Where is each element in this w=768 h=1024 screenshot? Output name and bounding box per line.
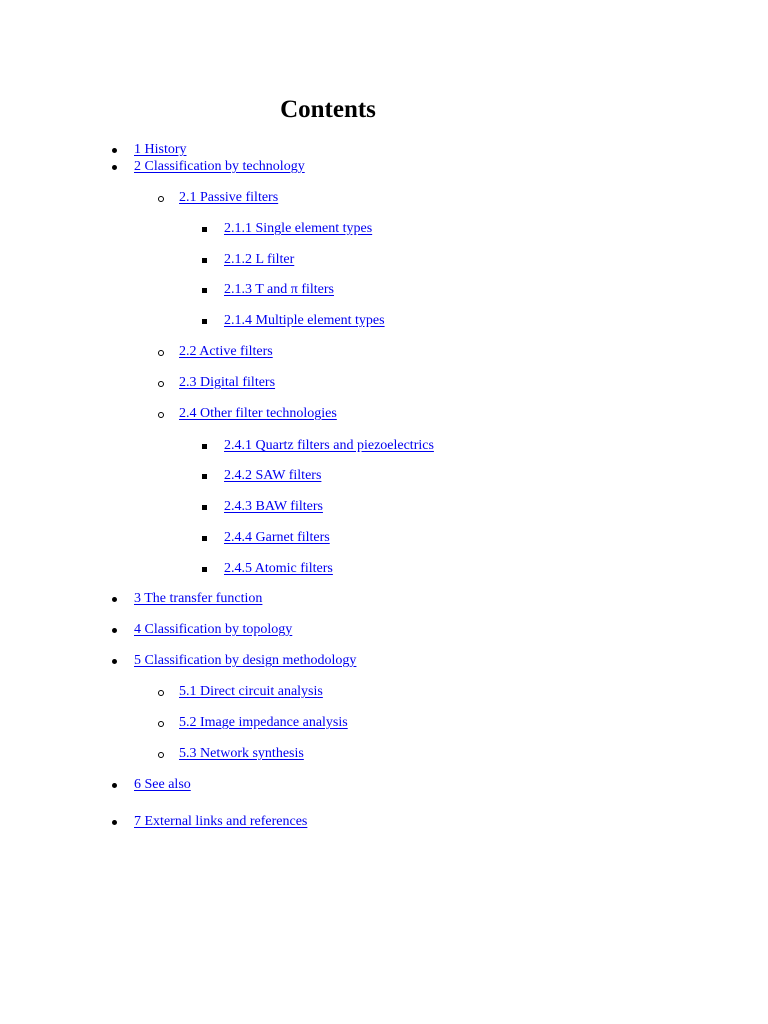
square-bullet-icon — [202, 258, 207, 263]
square-bullet-icon — [202, 288, 207, 293]
toc-link-atomic-filters[interactable]: 2.4.5 Atomic filters — [224, 561, 333, 576]
toc-item — [201, 560, 333, 578]
toc-link-direct-circuit-analysis[interactable]: 5.1 Direct circuit analysis — [179, 684, 323, 699]
toc-item — [110, 813, 307, 831]
toc-item — [201, 498, 323, 516]
toc-item — [201, 529, 330, 547]
disc-bullet-icon — [112, 165, 117, 170]
toc-item — [201, 312, 385, 330]
page-title: Contents — [280, 96, 376, 123]
square-bullet-icon — [202, 227, 207, 232]
toc-item — [110, 141, 187, 159]
toc-link-baw-filters[interactable]: 2.4.3 BAW filters — [224, 499, 323, 514]
toc-item — [157, 714, 348, 732]
toc-item — [157, 683, 323, 701]
toc-item — [157, 343, 273, 361]
circle-bullet-icon — [158, 350, 164, 356]
toc-item — [201, 251, 294, 269]
circle-bullet-icon — [158, 752, 164, 758]
toc-link-image-impedance-analysis[interactable]: 5.2 Image impedance analysis — [179, 715, 348, 730]
toc-link-single-element-types[interactable]: 2.1.1 Single element types — [224, 221, 373, 236]
toc-link-classification-by-technology[interactable]: 2 Classification by technology — [134, 159, 305, 174]
circle-bullet-icon — [158, 196, 164, 202]
toc-link-classification-by-design-methodology[interactable]: 5 Classification by design methodology — [134, 653, 357, 668]
toc-item — [201, 467, 321, 485]
circle-bullet-icon — [158, 721, 164, 727]
toc-item — [110, 776, 191, 794]
disc-bullet-icon — [112, 628, 117, 633]
toc-link-passive-filters[interactable]: 2.1 Passive filters — [179, 190, 279, 205]
toc-link-see-also[interactable]: 6 See also — [134, 777, 191, 792]
circle-bullet-icon — [158, 690, 164, 696]
toc-link-l-filter[interactable]: 2.1.2 L filter — [224, 252, 295, 267]
toc-link-t-and-pi-filters[interactable]: 2.1.3 T and π filters — [224, 282, 334, 297]
toc-item — [201, 220, 372, 238]
disc-bullet-icon — [112, 820, 117, 825]
toc-link-multiple-element-types[interactable]: 2.1.4 Multiple element types — [224, 313, 385, 328]
toc-item — [157, 405, 337, 423]
disc-bullet-icon — [112, 148, 117, 153]
toc-link-active-filters[interactable]: 2.2 Active filters — [179, 344, 273, 359]
toc-link-network-synthesis[interactable]: 5.3 Network synthesis — [179, 746, 304, 761]
circle-bullet-icon — [158, 412, 164, 418]
toc-link-transfer-function[interactable]: 3 The transfer function — [134, 591, 263, 606]
toc-link-history[interactable]: 1 History — [134, 142, 187, 157]
disc-bullet-icon — [112, 783, 117, 788]
toc-link-external-links-and-references[interactable]: 7 External links and references — [134, 814, 308, 829]
square-bullet-icon — [202, 567, 207, 572]
toc-link-saw-filters[interactable]: 2.4.2 SAW filters — [224, 468, 322, 483]
toc-item — [201, 437, 434, 455]
square-bullet-icon — [202, 505, 207, 510]
square-bullet-icon — [202, 444, 207, 449]
toc-item — [157, 374, 275, 392]
toc-item — [157, 745, 304, 763]
toc-item — [157, 189, 278, 207]
toc-item — [110, 590, 262, 608]
circle-bullet-icon — [158, 381, 164, 387]
square-bullet-icon — [202, 319, 207, 324]
toc-item — [110, 621, 292, 639]
toc-link-quartz-filters[interactable]: 2.4.1 Quartz filters and piezoelectrics — [224, 438, 434, 453]
square-bullet-icon — [202, 474, 207, 479]
disc-bullet-icon — [112, 597, 117, 602]
toc-link-digital-filters[interactable]: 2.3 Digital filters — [179, 375, 276, 390]
square-bullet-icon — [202, 536, 207, 541]
disc-bullet-icon — [112, 659, 117, 664]
toc-link-other-filter-technologies[interactable]: 2.4 Other filter technologies — [179, 406, 337, 421]
toc-item — [110, 652, 356, 670]
toc-link-classification-by-topology[interactable]: 4 Classification by topology — [134, 622, 293, 637]
toc-link-garnet-filters[interactable]: 2.4.4 Garnet filters — [224, 530, 330, 545]
toc-item — [201, 281, 334, 299]
toc-item — [110, 158, 305, 176]
